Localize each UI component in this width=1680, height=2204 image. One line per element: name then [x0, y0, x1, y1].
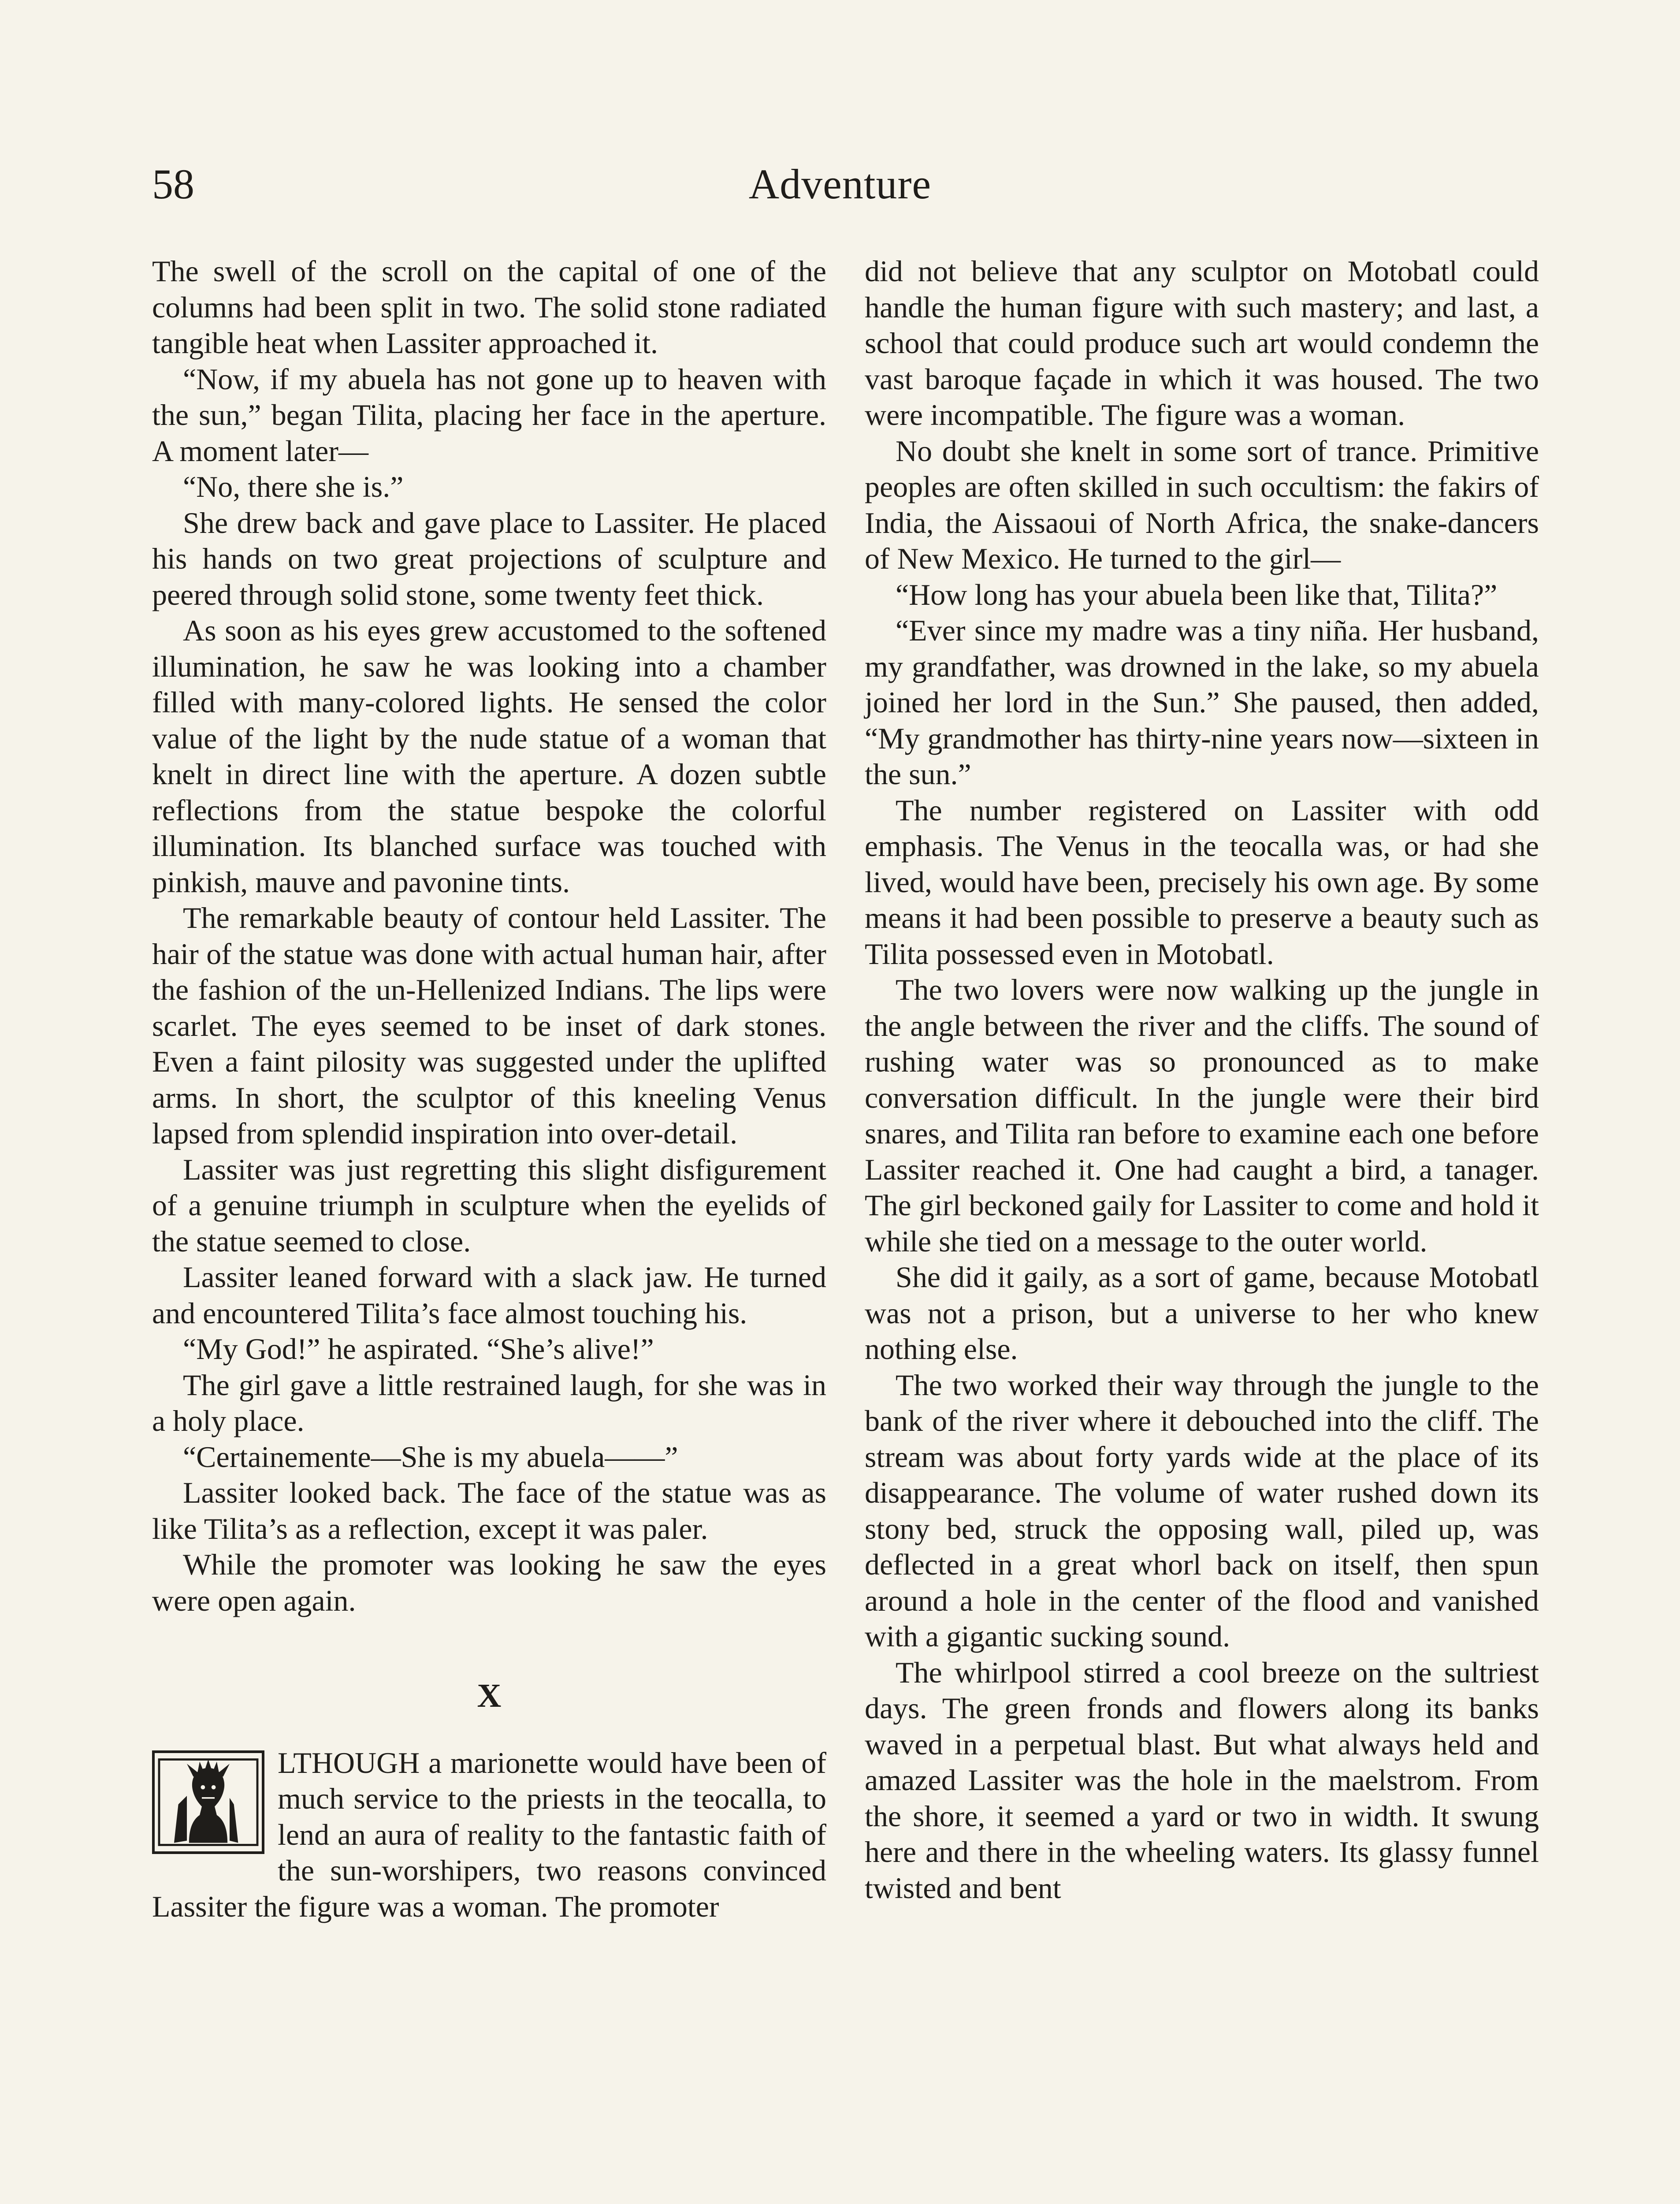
section-opening	[152, 1745, 826, 1925]
paragraph: The two worked their way through the jungle to the bank of the river where it debouched into the cliff. The stream was about forty yards wide at the place of its disappearance. The volume of water rushed down its stony bed, struck the opposing wall, piled up, was deflected in a great whorl back on itself, then spun around a hole in the center of the flood and vanished with a gigantic sucking sound.	[865, 1368, 1539, 1653]
paragraph: As soon as his eyes grew accustomed to the softened illumination, he saw he was looking into a chamber filled with many-colored lights. He sensed the color value of the light by the nude statue of a woman that knelt in direct line with the aperture. A dozen subtle reflections from the statue bespoke the colorful illumination. Its blanched surface was touched with pinkish, mauve and pavonine tints.	[152, 614, 826, 899]
paragraph: The number registered on Lassiter with odd emphasis. The Venus in the teocalla was, or had she lived, would have been, precisely his own age. By some means it had been possible to preserve a beauty such as Tilita possessed even in Motobatl.	[865, 793, 1539, 971]
right-column	[865, 253, 1539, 1906]
page-number: 58	[152, 160, 194, 208]
paragraph: The two lovers were now walking up the jungle in the angle between the river and the cliffs. The sound of rushing water was so pronounced as to make conversation difficult. In the jungle were their bird snares, and Tilita ran before to examine each one before Lassiter reached it. One had caught a bird, a tanager. The girl beckoned gaily for Lassiter to come and hold it while she tied on a message to the outer world.	[865, 973, 1539, 1258]
paragraph: While the promoter was looking he saw the eyes were open again.	[152, 1548, 826, 1617]
paragraph: The remarkable beauty of contour held Lassiter. The hair of the statue was done with actual human hair, after the fashion of the un-Hellenized Indians. The lips were scarlet. The eyes seemed to be inset of dark stones. Even a faint pilosity was suggested under the uplifted arms. In short, the sculptor of this kneeling Venus lapsed from splendid inspiration into over-detail.	[152, 901, 826, 1150]
paragraph: “How long has your abuela been like that, Tilita?”	[896, 577, 1498, 611]
left-column	[152, 253, 826, 1925]
paragraph: “Certainemente—She is my abuela——”	[183, 1440, 678, 1474]
paragraph: No doubt she knelt in some sort of trance. Primitive peoples are often skilled in such occultism: the fakirs of India, the Aissaoui of North Africa, the snake-dancers of New Mexico. He turned to the girl—	[865, 434, 1539, 575]
section-heading: X	[477, 1677, 502, 1714]
paragraph: The swell of the scroll on the capital of one of the columns had been split in two. The solid stone radiated tangible heat when Lassiter approached it.	[152, 254, 826, 360]
paragraph: “Ever since my madre was a tiny niña. Her husband, my grandfather, was drowned in the lake, so my abuela joined her lord in the Sun.” She paused, then added, “My grandmother has thirty-nine years now—sixteen in the sun.”	[865, 614, 1539, 791]
paragraph: Lassiter looked back. The face of the statue was as like Tilita’s as a reflection, except it was paler.	[152, 1476, 826, 1545]
section-opening-paragraph: LTHOUGH a marionette would have been of much service to the priests in the teocalla, to lend an aura of reality to the fantastic faith of the sun-worshipers, two reasons convinced Lassiter the figure was a woman. The promoter	[152, 1746, 826, 1923]
paragraph: did not believe that any sculptor on Motobatl could handle the human figure with such mastery; and last, a school that could produce such art would condemn the vast baroque façade in which it was housed. The two were incompatible. The figure was a woman.	[865, 254, 1539, 432]
paragraph: The whirlpool stirred a cool breeze on the sultriest days. The green fronds and flowers along its banks waved in a perpetual blast. But what always held and amazed Lassiter was the hole in the maelstrom. From the shore, it seemed a yard or two in width. It swung here and there in the wheeling waters. Its glassy funnel twisted and bent	[865, 1655, 1539, 1905]
paragraph: Lassiter was just regretting this slight disfigurement of a genuine triumph in sculpture when the eyelids of the statue seemed to close.	[152, 1152, 826, 1258]
dropcap-illustration-icon	[155, 1753, 262, 1851]
paragraph: “No, there she is.”	[183, 470, 404, 503]
running-head-title: Adventure	[748, 160, 932, 208]
paragraph: She drew back and gave place to Lassiter. He placed his hands on two great projections of sculpture and peered through solid stone, some twenty feet thick.	[152, 506, 826, 611]
paragraph: “Now, if my abuela has not gone up to heaven with the sun,” began Tilita, placing her face in the aperture. A moment later—	[152, 362, 826, 468]
paragraph: The girl gave a little restrained laugh, for she was in a holy place.	[152, 1368, 826, 1437]
paragraph: Lassiter leaned forward with a slack jaw. He turned and encountered Tilita’s face almost touching his.	[152, 1260, 826, 1330]
paragraph: She did it gaily, as a sort of game, because Motobatl was not a prison, but a universe to her who knew nothing else.	[865, 1260, 1539, 1366]
illustrated-dropcap	[152, 1750, 264, 1854]
paragraph: “My God!” he aspirated. “She’s alive!”	[183, 1332, 654, 1366]
